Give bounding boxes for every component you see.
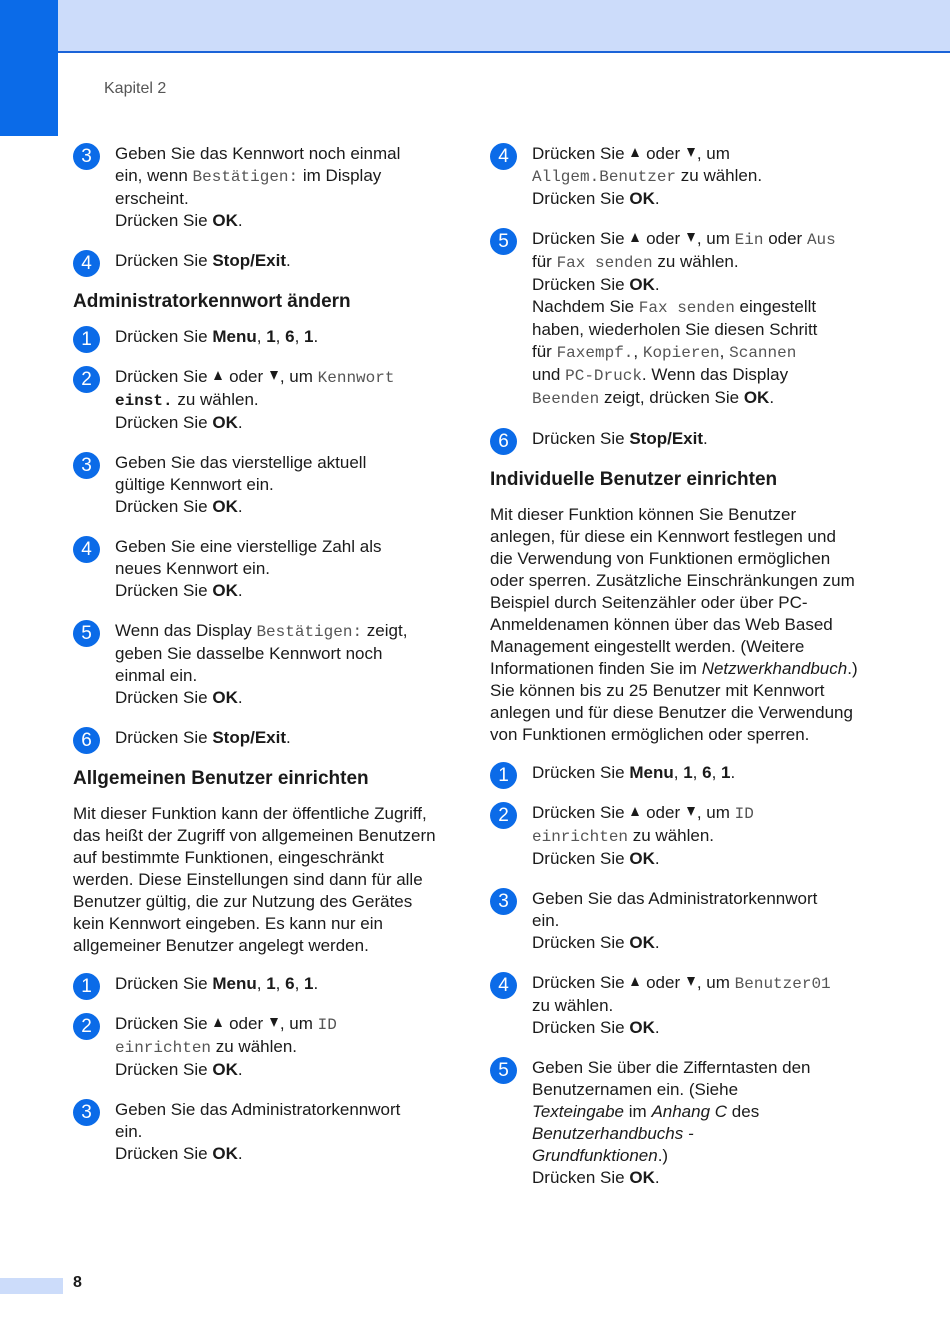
down-arrow-icon [687, 807, 695, 816]
step: 2 Drücken Sie oder , um ID einrichten zu wählen. Drücken Sie OK. [73, 1013, 445, 1081]
step: 6 Drücken Sie Stop/Exit. [490, 428, 862, 450]
chapter-label: Kapitel 2 [104, 80, 167, 97]
up-arrow-icon [631, 233, 639, 242]
step-number: 2 [490, 802, 517, 829]
up-arrow-icon [214, 371, 222, 380]
down-arrow-icon [687, 233, 695, 242]
step: 4 Drücken Sie Stop/Exit. [73, 250, 445, 272]
right-column [490, 143, 862, 1207]
step: 1 Drücken Sie Menu, 1, 6, 1. [73, 973, 445, 995]
step: 6 Drücken Sie Stop/Exit. [73, 727, 445, 749]
step-number: 4 [73, 250, 100, 277]
step-number: 5 [490, 1057, 517, 1084]
step-number: 4 [490, 972, 517, 999]
header-rule [58, 51, 950, 53]
footer-band [0, 1278, 63, 1294]
up-arrow-icon [631, 148, 639, 157]
step: 4 Drücken Sie oder , um Allgem.Benutzer zu wählen. Drücken Sie OK. [490, 143, 862, 210]
step-number: 2 [73, 366, 100, 393]
chapter-tab [0, 0, 58, 136]
step: 2 Drücken Sie oder , um ID einrichten zu wählen. Drücken Sie OK. [490, 802, 862, 870]
step-number: 4 [490, 143, 517, 170]
step-number: 4 [73, 536, 100, 563]
step: 1 Drücken Sie Menu, 1, 6, 1. [73, 326, 445, 348]
up-arrow-icon [631, 977, 639, 986]
step: 4 Drücken Sie oder , um Benutzer01 zu wählen. Drücken Sie OK. [490, 972, 862, 1039]
step: 4 Geben Sie eine vierstellige Zahl als neues Kennwort ein. Drücken Sie OK. [73, 536, 445, 602]
step-number: 1 [490, 762, 517, 789]
section-title: Allgemeinen Benutzer einrichten [73, 768, 369, 789]
up-arrow-icon [214, 1018, 222, 1027]
step-number: 6 [490, 428, 517, 455]
section-body: Mit dieser Funktion kann der öffentliche Zugriff, das heißt der Zugriff von allgemeinen Benutzern auf bestimmte Funktionen, eingeschränkt werden. Diese Einstellungen sind dann für alle Benutzer gültig, die zur Nutzung des Gerätes kein Kennwort eingeben. Es kann nur ein allgemeiner Benutzer angelegt werden. [73, 804, 436, 955]
header-band [0, 0, 950, 52]
down-arrow-icon [270, 1018, 278, 1027]
step-number: 1 [73, 973, 100, 1000]
left-column [73, 143, 445, 1183]
section-title: Administratorkennwort ändern [73, 291, 351, 312]
step-number: 5 [490, 228, 517, 255]
section-title: Individuelle Benutzer einrichten [490, 469, 778, 490]
step-number: 6 [73, 727, 100, 754]
step: 3 Geben Sie das Administratorkennwort ein. Drücken Sie OK. [490, 888, 862, 954]
step-number: 3 [490, 888, 517, 915]
step: 1 Drücken Sie Menu, 1, 6, 1. [490, 762, 862, 784]
step: 5 Drücken Sie oder , um Ein oder Aus für Fax senden zu wählen. Drücken Sie OK. Nachdem Sie Fax senden eingestellt haben, wiederholen Sie diesen Schritt für Faxempf., Kopieren, Scannen und PC-Druck. Wenn das Display Beenden zeigt, drücken Sie OK. [490, 228, 862, 410]
page-number: 8 [73, 1274, 82, 1291]
step: 2 Drücken Sie oder , um Kennwort einst. zu wählen. Drücken Sie OK. [73, 366, 445, 434]
step-number: 5 [73, 620, 100, 647]
step-number: 3 [73, 1099, 100, 1126]
step: 3 Geben Sie das Administratorkennwort ein. Drücken Sie OK. [73, 1099, 445, 1165]
step-number: 3 [73, 452, 100, 479]
down-arrow-icon [687, 977, 695, 986]
step-number: 1 [73, 326, 100, 353]
up-arrow-icon [631, 807, 639, 816]
step: 5 Geben Sie über die Zifferntasten den Benutzernamen ein. (Siehe Texteingabe im Anhang C des Benutzerhandbuchs - Grundfunktionen.) Drücken Sie OK. [490, 1057, 862, 1189]
step-number: 2 [73, 1013, 100, 1040]
step: 3 Geben Sie das Kennwort noch einmal ein, wenn Bestätigen: im Display erscheint. Drücken Sie OK. [73, 143, 445, 232]
down-arrow-icon [270, 371, 278, 380]
down-arrow-icon [687, 148, 695, 157]
section-body: Mit dieser Funktion können Sie Benutzer anlegen, für diese ein Kennwort festlegen und die Verwendung von Funktionen ermöglichen oder sperren. Zusätzliche Einschränkungen zum Beispiel durch Seitenzähler oder über PC-Anmeldenamen können über das Web Based Management eingestellt werden. (Weitere Informationen finden Sie im Netzwerkhandbuch.) Sie können bis zu 25 Benutzer mit Kennwort anlegen und für diese Benutzer die Verwendung von Funktionen ermöglichen oder sperren. [490, 505, 858, 744]
step: 5 Wenn das Display Bestätigen: zeigt, geben Sie dasselbe Kennwort noch einmal ein. Drücken Sie OK. [73, 620, 445, 709]
step-number: 3 [73, 143, 100, 170]
step: 3 Geben Sie das vierstellige aktuell gültige Kennwort ein. Drücken Sie OK. [73, 452, 445, 518]
